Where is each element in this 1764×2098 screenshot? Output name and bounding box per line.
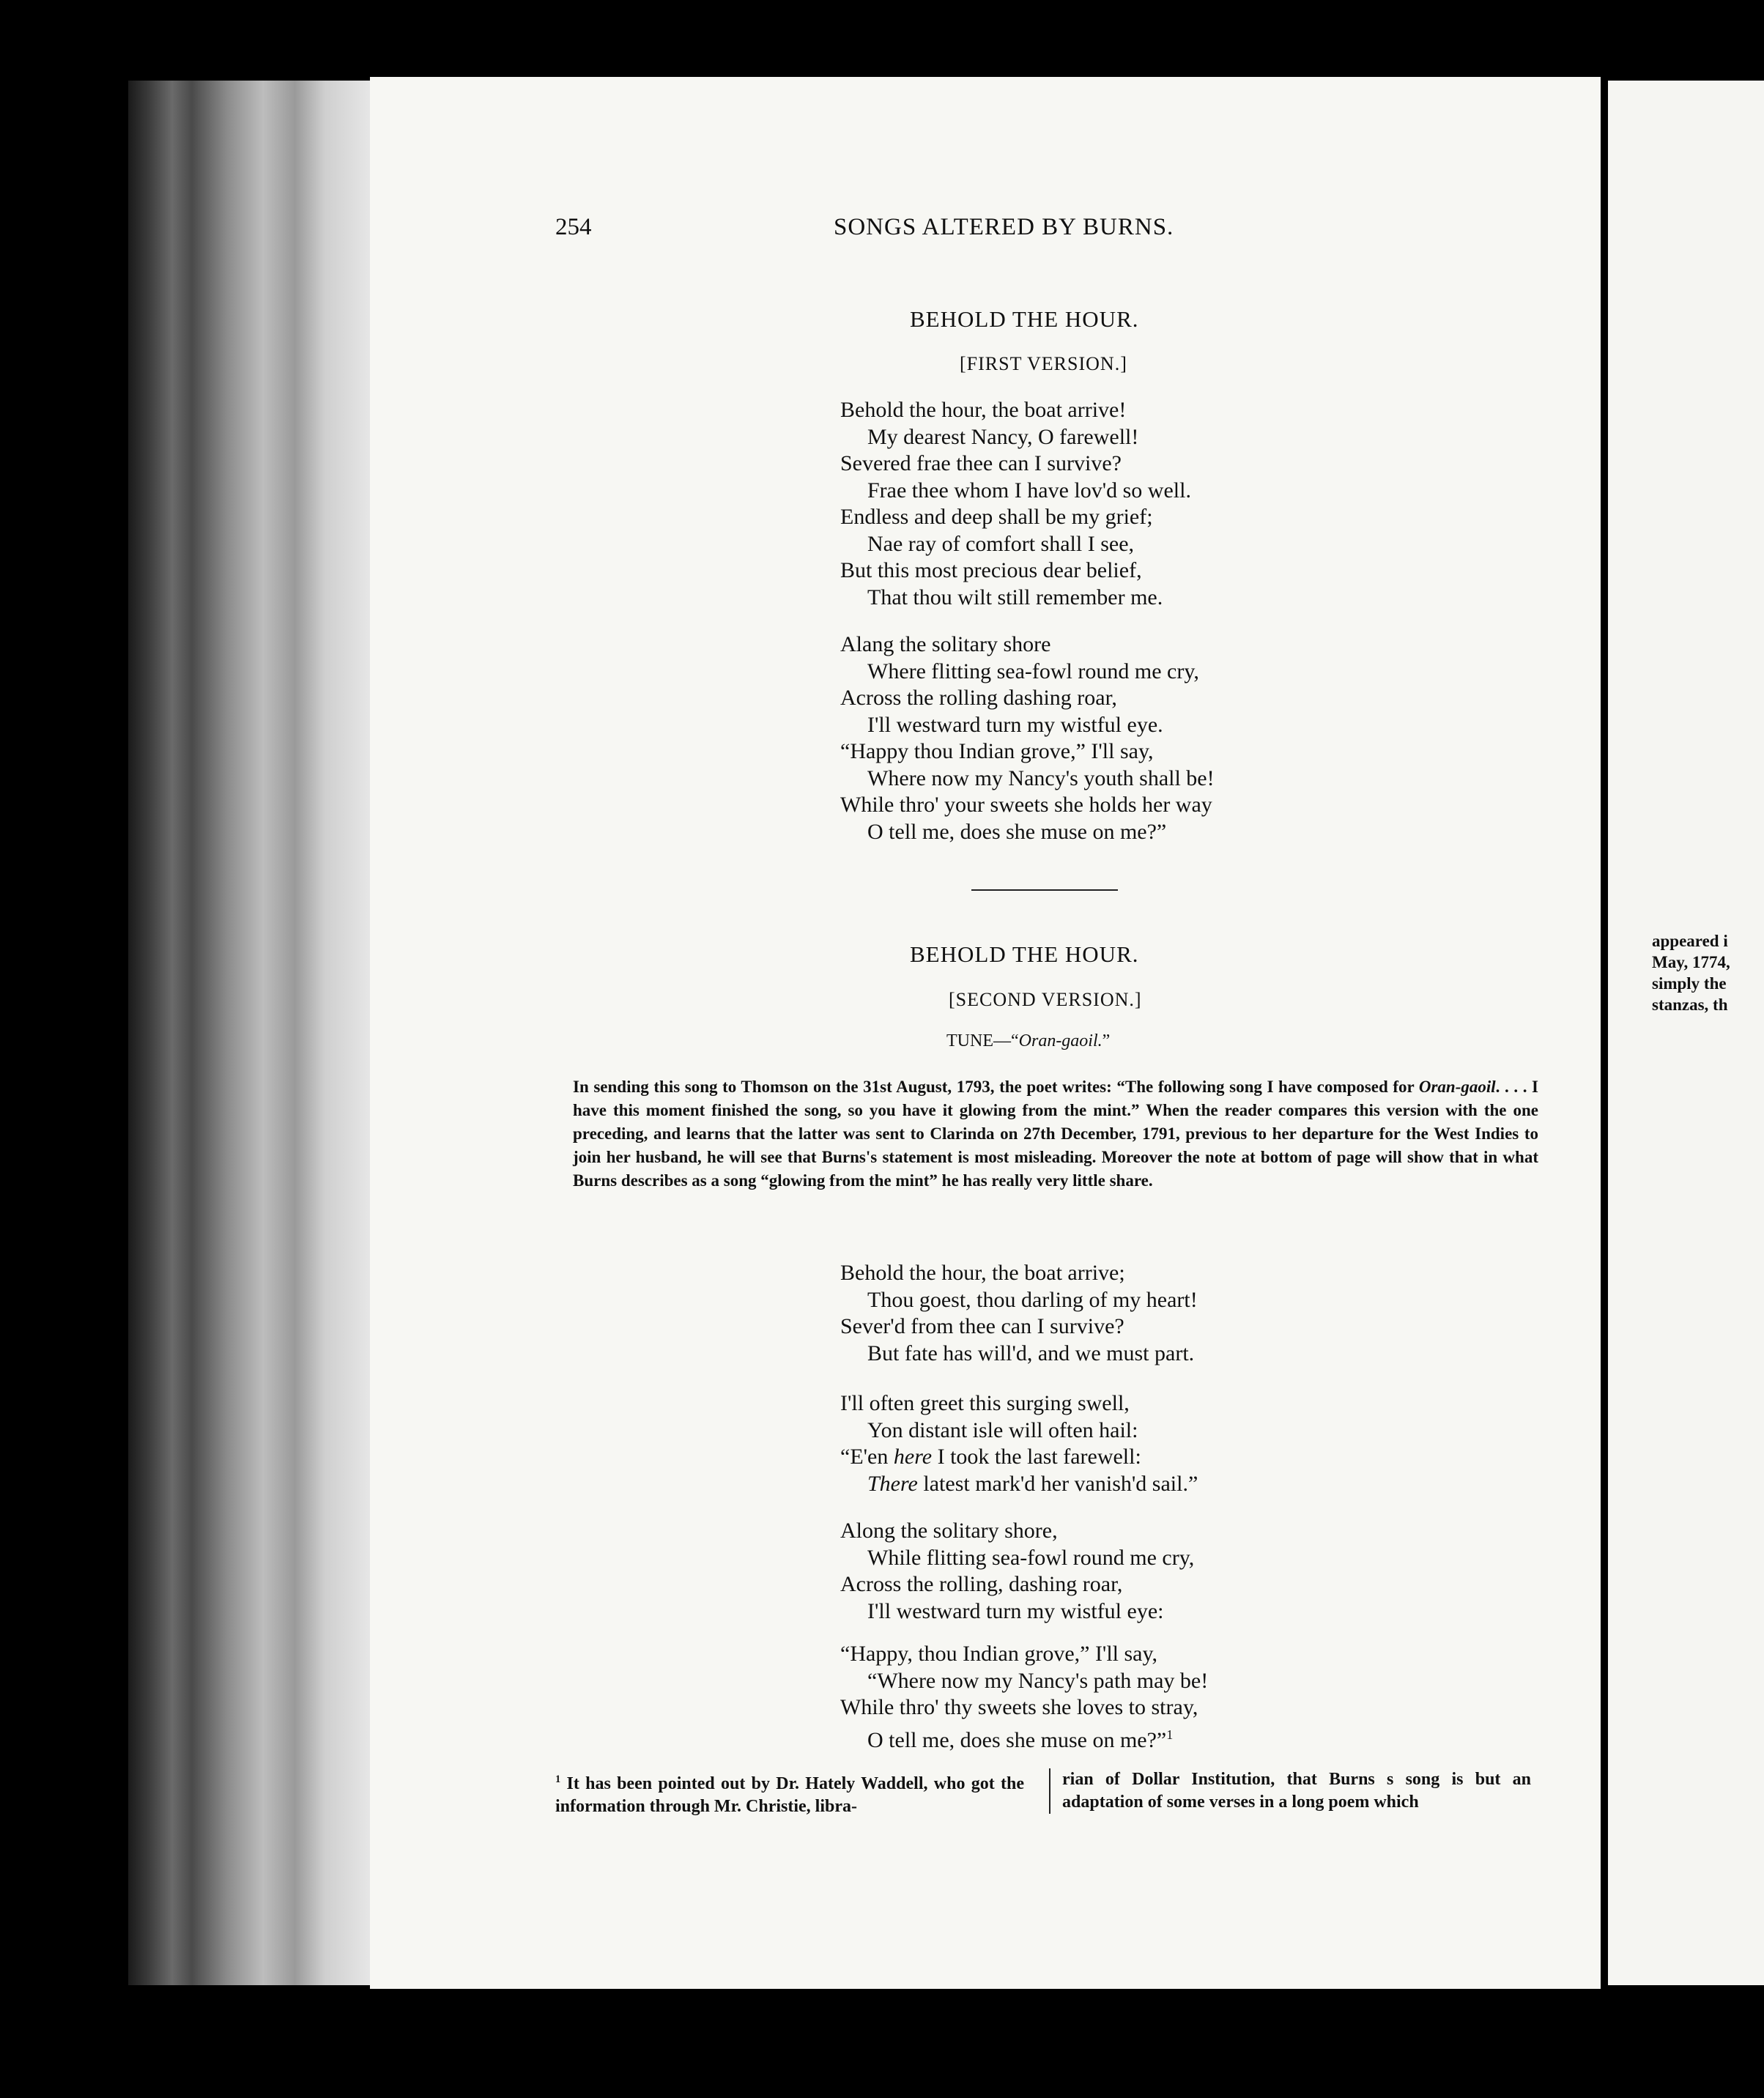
second-stanza-1 [840,1260,1198,1367]
verse-line: “Happy thou Indian grove,” I'll say, [840,739,1154,763]
section-divider [971,889,1118,891]
verse-line: Across the rolling dashing roar, [840,686,1117,710]
verse-line: While flitting sea-fowl round me cry, [867,1545,1195,1570]
first-version-title: BEHOLD THE HOUR. [910,306,1139,332]
facing-page-text: appeared i May, 1774, simply the stanzas, th [1652,932,1730,1014]
verse-line: Sever'd from thee can I survive? [840,1314,1124,1338]
verse-line: Behold the hour, the boat arrive; [840,1261,1125,1285]
verse-line: Behold the hour, the boat arrive! [840,398,1127,422]
second-version-title: BEHOLD THE HOUR. [910,941,1139,967]
first-stanza-2 [840,631,1215,845]
running-title: SONGS ALTERED BY BURNS. [834,214,1174,240]
verse-line: That thou wilt still remember me. [867,585,1163,609]
verse-line: But this most precious dear belief, [840,558,1142,582]
verse-line: Across the rolling, dashing roar, [840,1572,1123,1596]
verse-line: There latest mark'd her vanish'd sail.” [867,1471,1198,1496]
second-stanza-4 [840,1641,1208,1754]
footnote-mark: 1 [555,1773,561,1785]
verse-line: “Where now my Nancy's path may be! [867,1668,1209,1693]
verse-line: Thou goest, thou darling of my heart! [867,1287,1198,1312]
verse-line: Frae thee whom I have lov'd so well. [867,478,1191,503]
first-version-label: [FIRST VERSION.] [960,353,1127,374]
verse-line: “E'en here I took the last farewell: [840,1445,1141,1469]
verse-line: O tell me, does she muse on me?” [867,819,1167,844]
verse-line: I'll often greet this surging swell, [840,1391,1130,1415]
verse-line: O tell me, does she muse on me?”$^1$ [867,1727,1174,1752]
verse-line: While thro' your sweets she holds her way [840,793,1212,817]
verse-line: Along the solitary shore, [840,1519,1058,1543]
footnote-column-rule [1049,1768,1050,1814]
second-version-label: [SECOND VERSION.] [949,989,1142,1010]
verse-line: Endless and deep shall be my grief; [840,505,1153,529]
verse-line: I'll westward turn my wistful eye. [867,712,1163,737]
verse-line: Where now my Nancy's youth shall be! [867,766,1215,790]
footnote-column-right: rian of Dollar Institution, that Burns s song is but an adaptation of some verses in a long poem which [1062,1770,1531,1812]
verse-line: Severed frae thee can I survive? [840,451,1122,475]
verse-line: Yon distant isle will often hail: [867,1417,1138,1442]
verse-line: “Happy, thou Indian grove,” I'll say, [840,1642,1158,1666]
footnote-reference: 1 [1166,1727,1174,1742]
page-number: 254 [555,214,592,240]
facing-page [1608,81,1764,1985]
verse-line: While thro' thy sweets she loves to stray, [840,1695,1198,1719]
second-stanza-2 [840,1390,1198,1497]
second-stanza-3 [840,1518,1194,1625]
tune-line: TUNE—“Oran-gaoil.” [946,1031,1111,1050]
editorial-note: In sending this song to Thomson on the 31st August, 1793, the poet writes: “The following song I have composed for Oran-gaoil. . . . I have this moment finished the song, so you have it glowing from the mint.” When the reader compares this version with the one preceding, and learns that the latter was sent to Clarinda on 27th December, 1791, previous to her departure for the West Indies to join her husband, he will see that Burns's statement is most misleading. Moreover the note at bottom of page will show that in what Burns describes as a song “glowing from the mint” he has really very little share. [573,1078,1538,1190]
first-stanza-1 [840,397,1191,611]
verse-line: Alang the solitary shore [840,632,1051,656]
verse-line: My dearest Nancy, O farewell! [867,424,1139,449]
verse-line: I'll westward turn my wistful eye: [867,1598,1164,1623]
verse-line: But fate has will'd, and we must part. [867,1341,1195,1365]
book-spine-edge [128,81,374,1985]
verse-line: Nae ray of comfort shall I see, [867,531,1135,556]
verse-line: Where flitting sea-fowl round me cry, [867,659,1199,683]
footnote-column-left: $^1$ It has been pointed out by Dr. Hately Waddell, who got the information through Mr. Christie, libra- [555,1773,1024,1816]
